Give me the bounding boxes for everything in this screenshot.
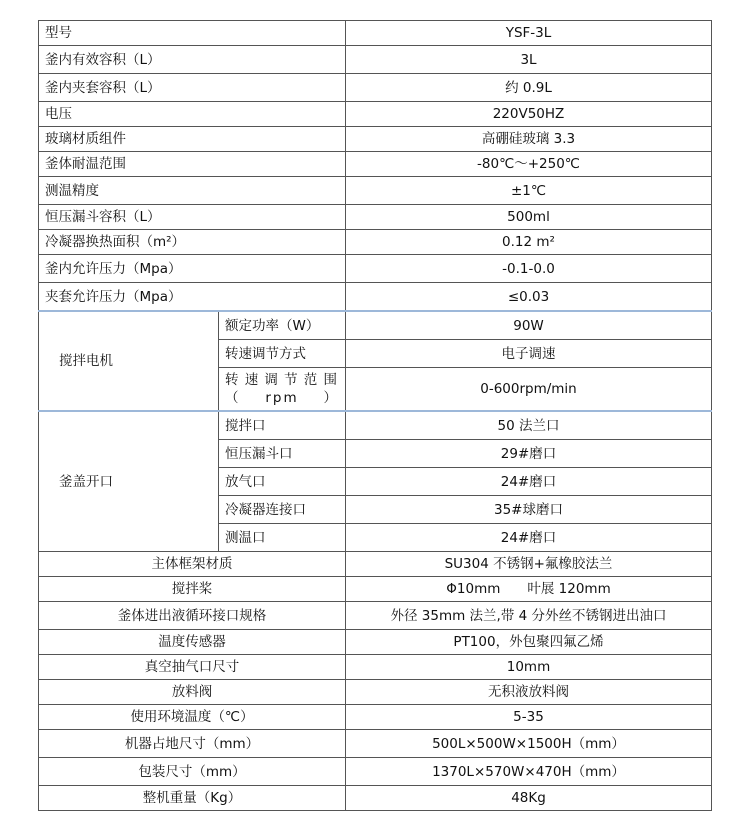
- row-value: ±1℃: [346, 177, 712, 205]
- sub-label: 测温口: [219, 524, 346, 552]
- table-row: [39, 311, 712, 340]
- sub-label: 冷凝器连接口: [219, 496, 346, 524]
- row-label: 使用环境温度（℃）: [39, 705, 346, 730]
- sub-label: 搅拌口: [219, 411, 346, 440]
- sub-value: 24#磨口: [346, 468, 712, 496]
- row-label: 釜内夹套容积（L）: [39, 74, 346, 102]
- row-label: 釜内有效容积（L）: [39, 46, 346, 74]
- table-row: [39, 411, 712, 440]
- row-label: 测温精度: [39, 177, 346, 205]
- row-value: 500L×500W×1500H（mm）: [346, 730, 712, 758]
- row-value: 高硼硅玻璃 3.3: [346, 127, 712, 152]
- sub-value: 24#磨口: [346, 524, 712, 552]
- table-row: [39, 205, 712, 230]
- sub-value: 35#球磨口: [346, 496, 712, 524]
- table-row: [39, 230, 712, 255]
- table-row: [39, 283, 712, 312]
- row-value: YSF-3L: [346, 21, 712, 46]
- row-label: 玻璃材质组件: [39, 127, 346, 152]
- row-value: 3L: [346, 46, 712, 74]
- row-value: 220V50HZ: [346, 102, 712, 127]
- row-label: 温度传感器: [39, 630, 346, 655]
- table-row: [39, 177, 712, 205]
- row-value: 500ml: [346, 205, 712, 230]
- row-label: 电压: [39, 102, 346, 127]
- row-value: 10mm: [346, 655, 712, 680]
- row-value: 48Kg: [346, 786, 712, 811]
- table-row: [39, 21, 712, 46]
- row-label: 搅拌桨: [39, 577, 346, 602]
- sub-value: 0-600rpm/min: [346, 368, 712, 412]
- sub-label: 转速调节方式: [219, 340, 346, 368]
- sub-value: 29#磨口: [346, 440, 712, 468]
- row-value: 0.12 m²: [346, 230, 712, 255]
- table-row: [39, 680, 712, 705]
- table-row: [39, 602, 712, 630]
- row-label: 型号: [39, 21, 346, 46]
- row-label: 釜体耐温范围: [39, 152, 346, 177]
- row-value: SU304 不锈钢+氟橡胶法兰: [346, 552, 712, 577]
- sub-value: 电子调速: [346, 340, 712, 368]
- row-value: PT100，外包聚四氟乙烯: [346, 630, 712, 655]
- table-row: [39, 655, 712, 680]
- spec-table: [38, 20, 712, 811]
- table-row: [39, 127, 712, 152]
- row-value: 1370L×570W×470H（mm）: [346, 758, 712, 786]
- row-label: 放料阀: [39, 680, 346, 705]
- table-row: [39, 74, 712, 102]
- row-value: -0.1-0.0: [346, 255, 712, 283]
- row-value: -80℃～+250℃: [346, 152, 712, 177]
- sub-label: 额定功率（W）: [219, 311, 346, 340]
- table-row: [39, 630, 712, 655]
- sub-label: 放气口: [219, 468, 346, 496]
- sub-value: 50 法兰口: [346, 411, 712, 440]
- row-label: 包装尺寸（mm）: [39, 758, 346, 786]
- sub-label: 恒压漏斗口: [219, 440, 346, 468]
- table-row: [39, 255, 712, 283]
- sub-value: 90W: [346, 311, 712, 340]
- group-label-lid: 釜盖开口: [39, 411, 219, 552]
- group-label-motor: 搅拌电机: [39, 311, 219, 411]
- row-value: ≤0.03: [346, 283, 712, 312]
- row-label: 夹套允许压力（Mpa）: [39, 283, 346, 312]
- table-row: [39, 46, 712, 74]
- table-row: [39, 786, 712, 811]
- row-label: 釜内允许压力（Mpa）: [39, 255, 346, 283]
- row-label: 真空抽气口尺寸: [39, 655, 346, 680]
- row-label: 釜体进出液循环接口规格: [39, 602, 346, 630]
- row-value: Φ10mm 叶展 120mm: [346, 577, 712, 602]
- row-label: 整机重量（Kg）: [39, 786, 346, 811]
- row-label: 机器占地尺寸（mm）: [39, 730, 346, 758]
- sub-label: 转速调节范围（rpm）: [219, 368, 346, 412]
- row-label: 主体框架材质: [39, 552, 346, 577]
- table-row: [39, 705, 712, 730]
- table-row: [39, 730, 712, 758]
- table-row: [39, 577, 712, 602]
- row-label: 恒压漏斗容积（L）: [39, 205, 346, 230]
- row-value: 5-35: [346, 705, 712, 730]
- row-label: 冷凝器换热面积（m²）: [39, 230, 346, 255]
- table-row: [39, 758, 712, 786]
- table-row: [39, 552, 712, 577]
- row-value: 外径 35mm 法兰,带 4 分外丝不锈钢进出油口: [346, 602, 712, 630]
- row-value: 约 0.9L: [346, 74, 712, 102]
- table-row: [39, 102, 712, 127]
- table-row: [39, 152, 712, 177]
- row-value: 无积液放料阀: [346, 680, 712, 705]
